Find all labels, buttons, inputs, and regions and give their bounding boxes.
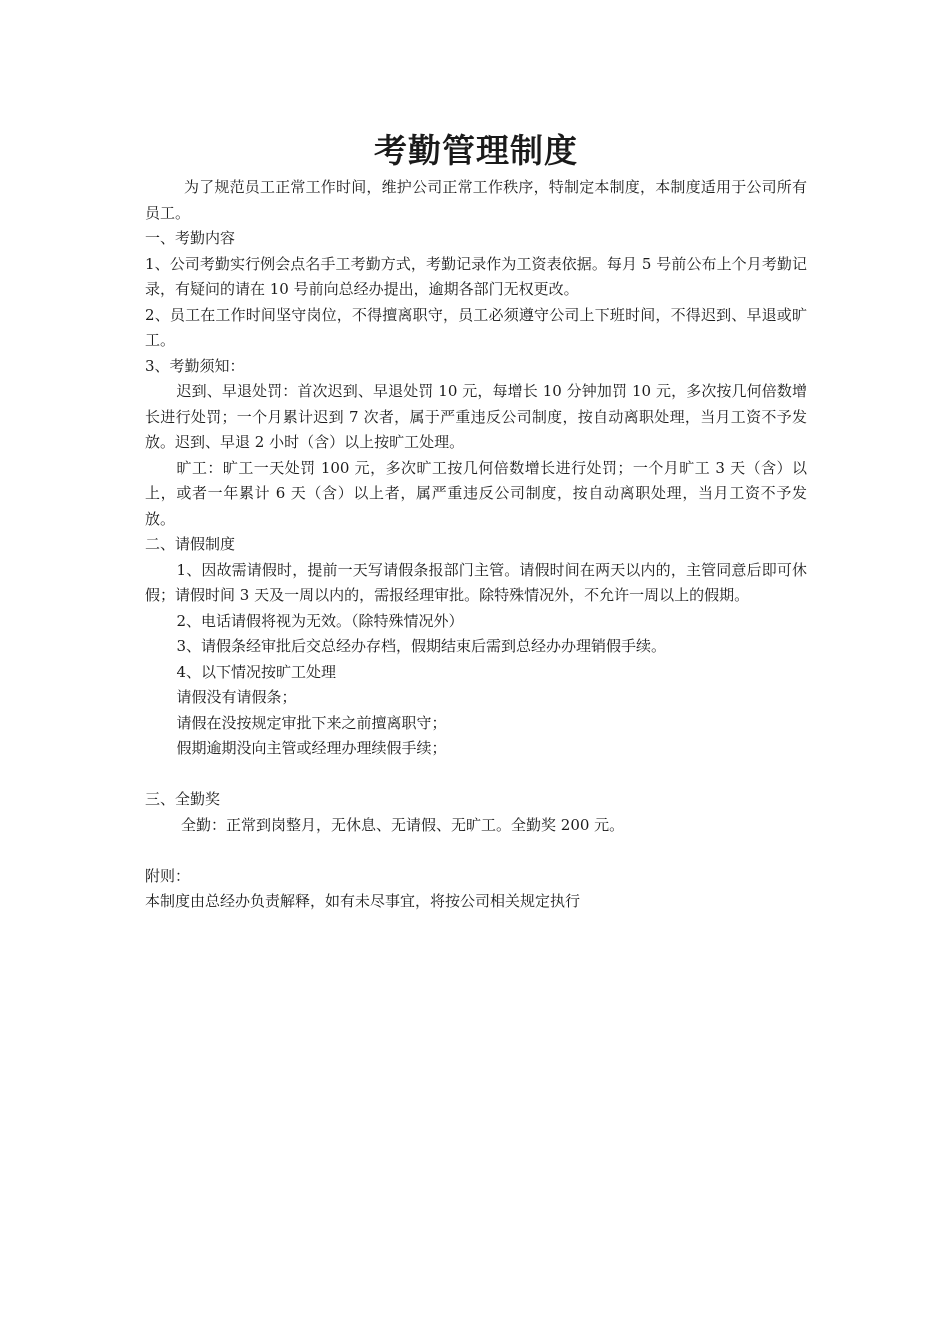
appendix-heading: 附则： <box>145 866 191 885</box>
section1-item2: 2、员工在工作时间坚守岗位，不得擅离职守，员工必须遵守公司上下班时间，不得迟到、早退或旷工。 <box>145 305 807 349</box>
section1-heading: 一、考勤内容 <box>145 229 236 247</box>
absence-case-3: 假期逾期没向主管或经理办理续假手续； <box>176 739 447 757</box>
section2-item1: 1、因故需请假时，提前一天写请假条报部门主管。请假时间在两天以内的，主管同意后即可休假；请假时间 3 天及一周以内的，需报经理审批。除特殊情况外，不允许一周以上的假期。 <box>145 560 807 604</box>
section2-item2: 2、电话请假将视为无效。（除特殊情况外） <box>176 611 464 630</box>
section1-item3: 3、考勤须知： <box>145 356 245 375</box>
appendix-text: 本制度由总经办负责解释，如有未尽事宜，将按公司相关规定执行 <box>145 892 581 910</box>
late-penalty-paragraph: 迟到、早退处罚：首次迟到、早退处罚 10 元，每增长 10 分钟加罚 10 元，多次按几何倍数增长进行处罚；一个月累计迟到 7 次者，属于严重违反公司制度，按自动离职处理，当月工资不予发放。迟到、早退 2 小时（含）以上按旷工处理。 <box>145 382 807 451</box>
section2-item3: 3、请假条经审批后交总经办存档，假期结束后需到总经办办理销假手续。 <box>176 637 667 655</box>
absence-case-2: 请假在没按规定审批下来之前擅离职守； <box>176 713 447 732</box>
document-title: 考勤管理制度 <box>374 131 578 170</box>
spacer <box>145 762 807 788</box>
section2-heading: 二、请假制度 <box>145 535 236 553</box>
full-attendance-text: 全勤：正常到岗整月，无休息、无请假、无旷工。全勤奖 200 元。 <box>181 815 625 834</box>
absence-case-1: 请假没有请假条； <box>176 688 297 706</box>
spacer <box>145 838 807 864</box>
section2-item4: 4、以下情况按旷工处理 <box>176 662 337 681</box>
document-page <box>145 128 807 915</box>
intro-paragraph: 为了规范员工正常工作时间，维护公司正常工作秩序，特制定本制度，本制度适用于公司所有员工。 <box>145 178 807 222</box>
absent-penalty-paragraph: 旷工：旷工一天处罚 100 元，多次旷工按几何倍数增长进行处罚；一个月旷工 3 天（含）以上，或者一年累计 6 天（含）以上者，属严重违反公司制度，按自动离职处理，当月工资不予发放。 <box>145 458 807 528</box>
section3-heading: 三、全勤奖 <box>145 790 221 808</box>
section1-item1: 1、公司考勤实行例会点名手工考勤方式，考勤记录作为工资表依据。每月 5 号前公布上个月考勤记录，有疑问的请在 10 号前向总经办提出，逾期各部门无权更改。 <box>145 254 807 298</box>
